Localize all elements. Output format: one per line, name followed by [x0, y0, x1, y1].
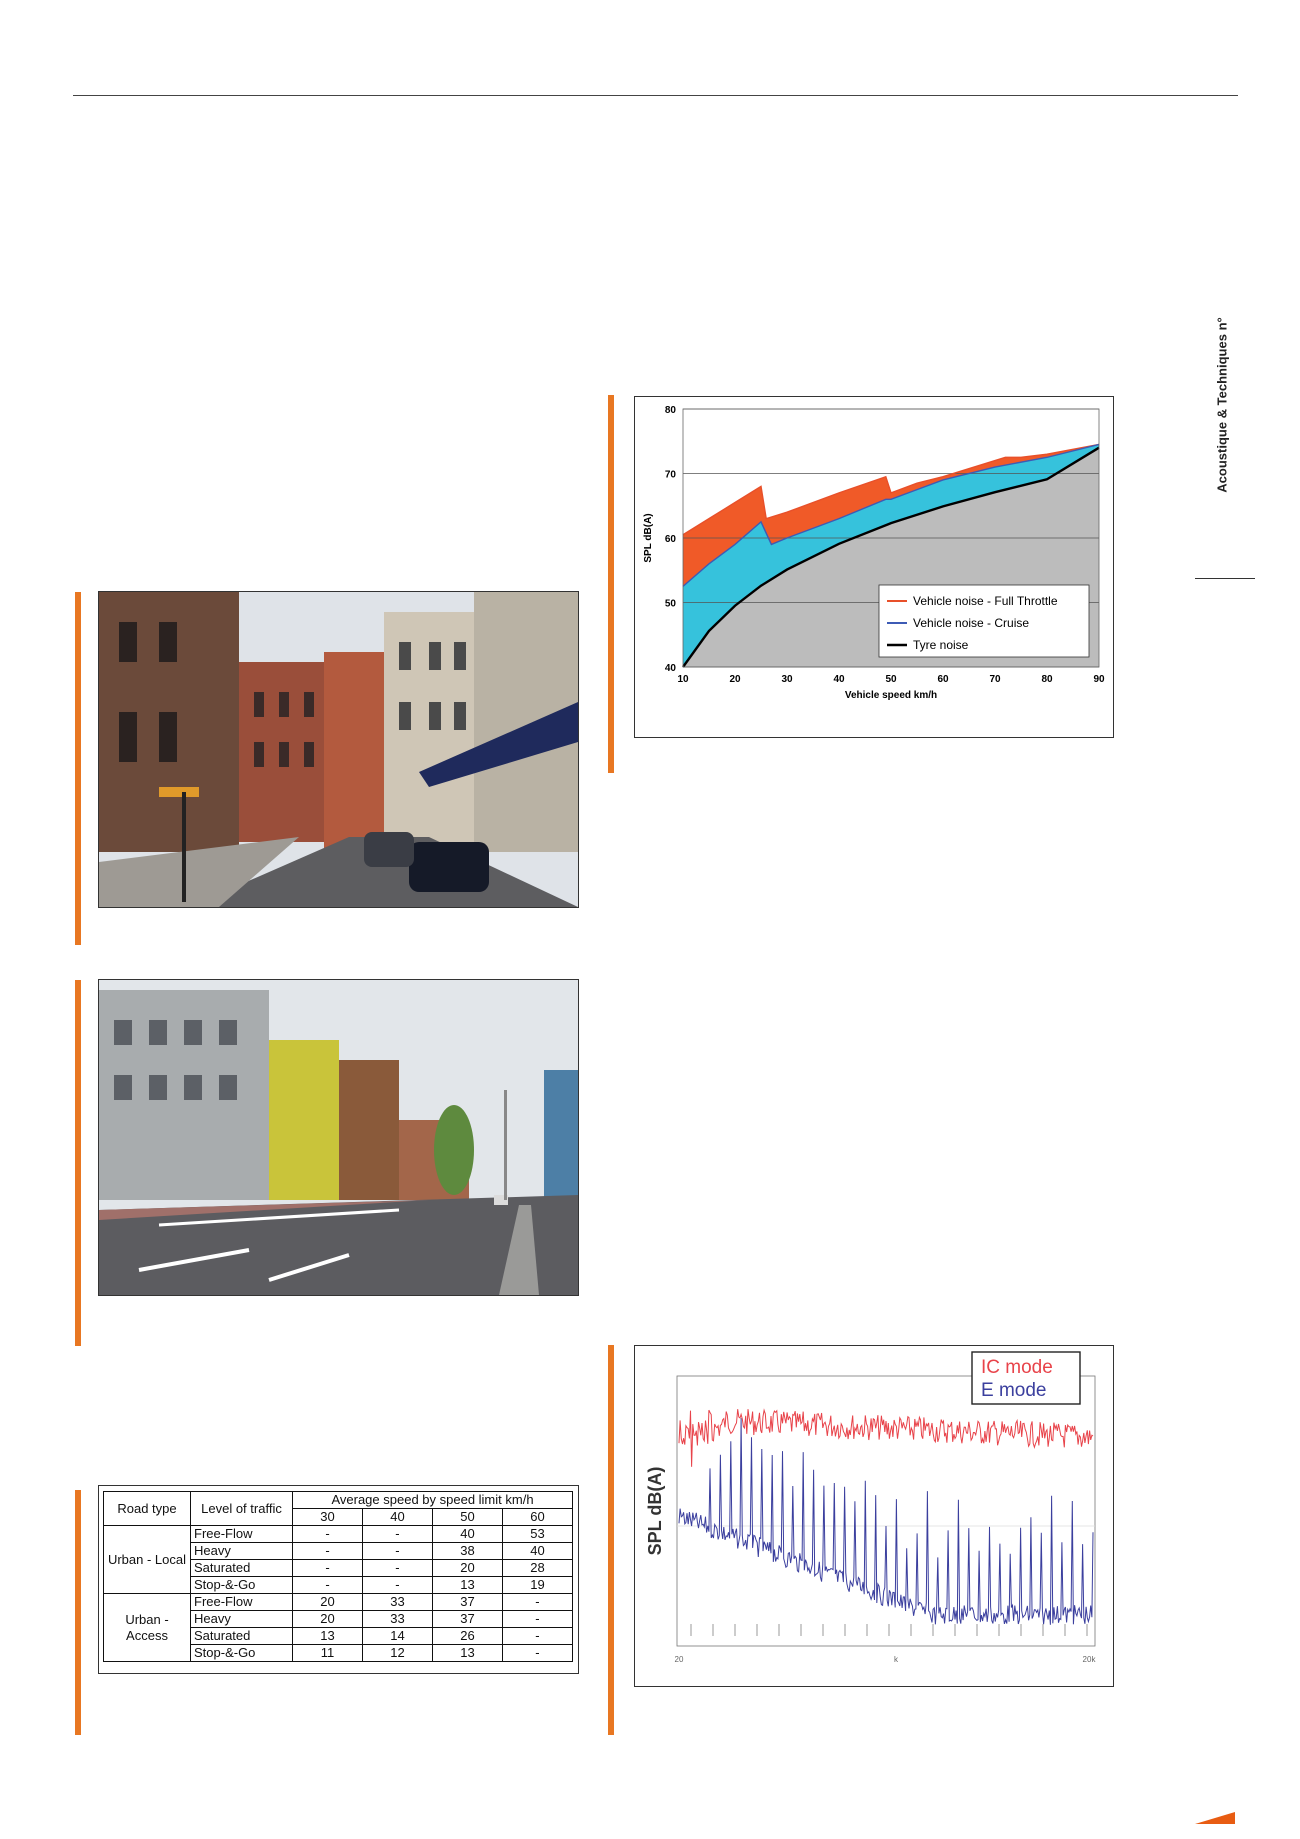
legend-label: Vehicle noise - Full Throttle	[913, 594, 1058, 608]
level-cell: Saturated	[191, 1628, 293, 1645]
legend-label: E mode	[981, 1380, 1047, 1401]
y-axis-label: SPL dB(A)	[645, 1466, 665, 1556]
chart-spl-vs-speed-frame	[634, 396, 1114, 738]
figure-accent-bar	[608, 395, 614, 773]
value-cell: 37	[432, 1611, 502, 1628]
value-cell: 33	[362, 1611, 432, 1628]
value-cell: -	[362, 1577, 432, 1594]
value-cell: -	[293, 1560, 363, 1577]
top-rule	[73, 95, 1238, 96]
level-cell: Stop-&-Go	[191, 1577, 293, 1594]
value-cell: 11	[293, 1645, 363, 1662]
level-cell: Stop-&-Go	[191, 1645, 293, 1662]
road-illustration	[99, 980, 578, 1295]
value-cell: 19	[502, 1577, 572, 1594]
side-rule	[1195, 578, 1255, 579]
photo-urban-access-road	[98, 979, 579, 1296]
road-type-cell: Urban - Access	[104, 1594, 191, 1662]
col-limit-60: 60	[502, 1509, 572, 1526]
journal-title	[1192, 310, 1252, 500]
legend-label: Tyre noise	[913, 638, 969, 652]
street-illustration	[99, 592, 578, 907]
table-row	[104, 1594, 573, 1611]
x-tick-label: 40	[833, 674, 845, 685]
x-tick-label: 30	[781, 674, 793, 685]
value-cell: -	[362, 1543, 432, 1560]
x-tick-label: 50	[885, 674, 897, 685]
y-tick-label: 40	[664, 663, 676, 674]
value-cell: 33	[362, 1594, 432, 1611]
y-tick-label: 50	[664, 598, 676, 610]
value-cell: 20	[432, 1560, 502, 1577]
journal-title-text: Acoustique & Techniques n°	[1214, 317, 1230, 493]
value-cell: -	[293, 1577, 363, 1594]
table-header-row	[104, 1492, 573, 1509]
y-axis-label: SPL dB(A)	[643, 513, 654, 563]
photo-urban-local-street	[98, 591, 579, 908]
col-level: Level of traffic	[191, 1492, 293, 1526]
col-limit-50: 50	[432, 1509, 502, 1526]
x-tick-label: 20	[674, 1655, 684, 1664]
table-row	[104, 1526, 573, 1543]
value-cell: 13	[293, 1628, 363, 1645]
x-tick-label: 10	[677, 674, 689, 685]
value-cell: 37	[432, 1594, 502, 1611]
figure-accent-bar	[75, 1490, 81, 1735]
page-corner-arrow-icon	[1195, 1812, 1235, 1824]
x-tick-label: 70	[989, 674, 1001, 685]
legend-label: IC mode	[981, 1357, 1053, 1378]
figure-accent-bar	[75, 592, 81, 945]
value-cell: 40	[502, 1543, 572, 1560]
col-limit-40: 40	[362, 1509, 432, 1526]
value-cell: 20	[293, 1611, 363, 1628]
value-cell: 13	[432, 1645, 502, 1662]
value-cell: -	[502, 1628, 572, 1645]
figure-accent-bar	[75, 980, 81, 1346]
value-cell: 12	[362, 1645, 432, 1662]
level-cell: Saturated	[191, 1560, 293, 1577]
value-cell: 53	[502, 1526, 572, 1543]
x-tick-label: 60	[937, 674, 949, 685]
chart-spectrum-frame	[634, 1345, 1114, 1687]
value-cell: -	[362, 1560, 432, 1577]
speed-table-frame	[98, 1485, 579, 1674]
level-cell: Heavy	[191, 1611, 293, 1628]
value-cell: 14	[362, 1628, 432, 1645]
value-cell: 28	[502, 1560, 572, 1577]
y-tick-label: 70	[664, 469, 676, 481]
value-cell: 38	[432, 1543, 502, 1560]
x-tick-label: k	[894, 1655, 898, 1664]
figure-accent-bar	[608, 1345, 614, 1735]
value-cell: -	[362, 1526, 432, 1543]
chart-spectrum	[635, 1346, 1113, 1686]
x-tick-label: 20k	[1082, 1655, 1096, 1664]
value-cell: -	[293, 1526, 363, 1543]
col-road-type: Road type	[104, 1492, 191, 1526]
value-cell: 26	[432, 1628, 502, 1645]
x-tick-label: 90	[1093, 674, 1105, 685]
value-cell: 20	[293, 1594, 363, 1611]
value-cell: -	[293, 1543, 363, 1560]
value-cell: -	[502, 1611, 572, 1628]
level-cell: Free-Flow	[191, 1526, 293, 1543]
level-cell: Free-Flow	[191, 1594, 293, 1611]
x-tick-label: 20	[729, 674, 741, 685]
speed-table	[103, 1491, 573, 1662]
x-tick-label: 80	[1041, 674, 1053, 685]
y-tick-label: 80	[664, 405, 676, 416]
legend-label: Vehicle noise - Cruise	[913, 616, 1030, 630]
value-cell: 13	[432, 1577, 502, 1594]
value-cell: -	[502, 1645, 572, 1662]
chart-spl-vs-speed	[635, 397, 1113, 737]
road-type-cell: Urban - Local	[104, 1526, 191, 1594]
col-limit-30: 30	[293, 1509, 363, 1526]
col-avg-speed: Average speed by speed limit km/h	[293, 1492, 573, 1509]
y-tick-label: 60	[664, 534, 676, 545]
value-cell: 40	[432, 1526, 502, 1543]
value-cell: -	[502, 1594, 572, 1611]
x-axis-label: Vehicle speed km/h	[844, 690, 938, 701]
level-cell: Heavy	[191, 1543, 293, 1560]
